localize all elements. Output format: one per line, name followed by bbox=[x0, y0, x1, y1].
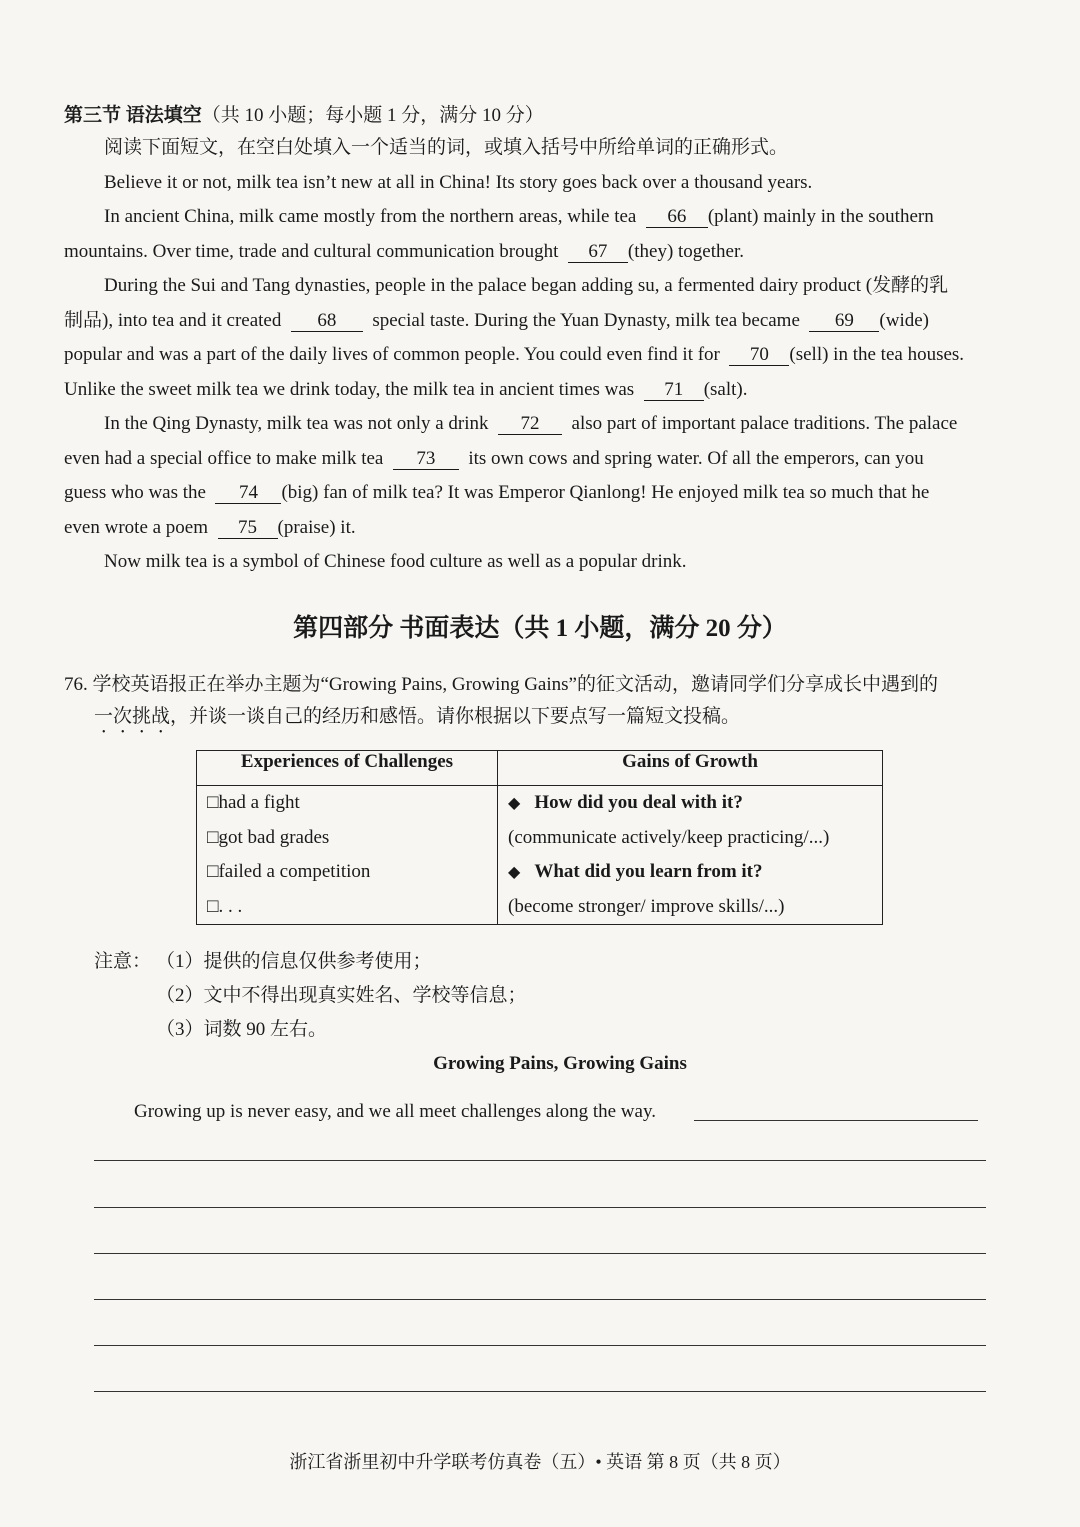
paragraph-4-line-2 bbox=[64, 447, 924, 471]
essay-opening-sentence: Growing up is never easy, and we all meet challenges along the way. bbox=[134, 1101, 656, 1122]
diamond-bullet-icon: ◆ bbox=[508, 864, 521, 881]
table-header-gains: Gains of Growth bbox=[498, 751, 883, 786]
question-text: ，并谈一谈自己的经历和感悟。请你根据以下要点写一篇短文投稿。 bbox=[170, 706, 741, 727]
blank-71[interactable]: 71 bbox=[644, 380, 704, 401]
challenge-option: □got bad grades bbox=[207, 826, 330, 848]
note-1: （1）提供的信息仅供参考使用； bbox=[156, 951, 432, 972]
question-text: How did you deal with it? bbox=[534, 792, 743, 813]
section-heading-score: （共 10 小题；每小题 1 分，满分 10 分） bbox=[201, 105, 544, 126]
text: (salt). bbox=[703, 379, 748, 400]
question-76-line-2 bbox=[94, 705, 740, 738]
gains-cell bbox=[498, 786, 883, 925]
part-title: 第四部分 书面表达（共 1 小题，满分 20 分） bbox=[293, 615, 787, 642]
challenge-option: □. . . bbox=[207, 895, 243, 917]
blank-73[interactable]: 73 bbox=[393, 449, 459, 470]
blank-66[interactable]: 66 bbox=[646, 207, 708, 228]
text: (sell) in the tea houses. bbox=[789, 344, 965, 365]
text: also part of important palace traditions. The palace bbox=[571, 413, 958, 434]
answer-line[interactable] bbox=[94, 1253, 986, 1254]
text: 制品), into tea and it created bbox=[64, 310, 282, 331]
text: (praise) it. bbox=[277, 517, 356, 538]
blank-67[interactable]: 67 bbox=[568, 242, 628, 263]
paragraph-3-line-3 bbox=[64, 343, 964, 367]
text: its own cows and spring water. Of all the emperors, can you bbox=[468, 448, 924, 469]
challenge-option: □had a fight bbox=[207, 792, 300, 813]
question-76-line-1 bbox=[64, 673, 938, 697]
answer-line[interactable] bbox=[94, 1160, 986, 1161]
paragraph-4-line-1 bbox=[104, 412, 957, 436]
paragraph-1: Believe it or not, milk tea isn’t new at all in China! Its story goes back over a thousand years. bbox=[104, 172, 813, 193]
text: mountains. Over time, trade and cultural communication brought bbox=[64, 241, 559, 262]
text: In the Qing Dynasty, milk tea was not only a drink bbox=[104, 413, 489, 434]
blank-75[interactable]: 75 bbox=[218, 518, 278, 539]
question-text: 学校英语报正在举办主题为“Growing Pains, Growing Gains”的征文活动，邀请同学们分享成长中遇到的 bbox=[92, 674, 938, 695]
text: even had a special office to make milk tea bbox=[64, 448, 384, 469]
note-3: （3）词数 90 左右。 bbox=[156, 1019, 328, 1040]
note-2: （2）文中不得出现真实姓名、学校等信息； bbox=[156, 985, 527, 1006]
gains-hint-2: (become stronger/ improve skills/...) bbox=[508, 895, 785, 917]
text: (they) together. bbox=[627, 241, 744, 262]
blank-68[interactable]: 68 bbox=[291, 311, 363, 332]
section-instruction: 阅读下面短文，在空白处填入一个适当的词，或填入括号中所给单词的正确形式。 bbox=[104, 137, 789, 158]
answer-line-first[interactable] bbox=[694, 1120, 978, 1121]
challenges-cell bbox=[197, 786, 498, 925]
section-heading bbox=[64, 104, 544, 128]
text: (wide) bbox=[879, 310, 929, 331]
answer-line[interactable] bbox=[94, 1299, 986, 1300]
blank-69[interactable]: 69 bbox=[809, 311, 879, 332]
gains-hint-1: (communicate actively/keep practicing/...) bbox=[508, 826, 830, 848]
paragraph-2-line-2 bbox=[64, 240, 744, 264]
text: Unlike the sweet milk tea we drink today, the milk tea in ancient times was bbox=[64, 379, 635, 400]
answer-line[interactable] bbox=[94, 1345, 986, 1346]
paragraph-5: Now milk tea is a symbol of Chinese food culture as well as a popular drink. bbox=[104, 551, 687, 572]
blank-70[interactable]: 70 bbox=[729, 345, 789, 366]
table-header-challenges: Experiences of Challenges bbox=[197, 751, 498, 786]
blank-72[interactable]: 72 bbox=[498, 414, 562, 435]
paragraph-4-line-3 bbox=[64, 481, 929, 505]
text: guess who was the bbox=[64, 482, 206, 503]
text: special taste. During the Yuan Dynasty, milk tea became bbox=[372, 310, 800, 331]
diamond-bullet-icon: ◆ bbox=[508, 795, 521, 812]
paragraph-4-line-4 bbox=[64, 516, 356, 540]
notes-label: 注意： bbox=[94, 951, 152, 972]
page-footer: 浙江省浙里初中升学联考仿真卷（五）• 英语 第 8 页（共 8 页） bbox=[289, 1452, 791, 1472]
paragraph-3-line-4 bbox=[64, 378, 748, 402]
answer-line[interactable] bbox=[94, 1391, 986, 1392]
essay-title: Growing Pains, Growing Gains bbox=[433, 1053, 687, 1074]
text: (plant) mainly in the southern bbox=[707, 206, 934, 227]
section-heading-title: 第三节 语法填空 bbox=[64, 105, 202, 126]
text: (big) fan of milk tea? It was Emperor Qianlong! He enjoyed milk tea so much that he bbox=[281, 482, 930, 503]
paragraph-2-line-1 bbox=[104, 205, 934, 229]
answer-line[interactable] bbox=[94, 1207, 986, 1208]
text: popular and was a part of the daily lives of common people. You could even find it for bbox=[64, 344, 720, 365]
gains-question-2 bbox=[508, 855, 872, 890]
paragraph-3-line-1: During the Sui and Tang dynasties, people in the palace began adding su, a fermented dairy product (发酵的乳 bbox=[104, 275, 949, 296]
blank-74[interactable]: 74 bbox=[215, 483, 281, 504]
emphasized-text: 一次挑战 bbox=[94, 706, 171, 727]
text: In ancient China, milk came mostly from the northern areas, while tea bbox=[104, 206, 637, 227]
paragraph-3-line-2 bbox=[64, 309, 929, 333]
text: even wrote a poem bbox=[64, 517, 209, 538]
challenge-option: □failed a competition bbox=[207, 861, 371, 882]
writing-points-table bbox=[196, 750, 883, 925]
gains-question-1 bbox=[508, 786, 872, 821]
question-text: What did you learn from it? bbox=[534, 861, 763, 882]
question-number: 76. bbox=[64, 674, 88, 695]
